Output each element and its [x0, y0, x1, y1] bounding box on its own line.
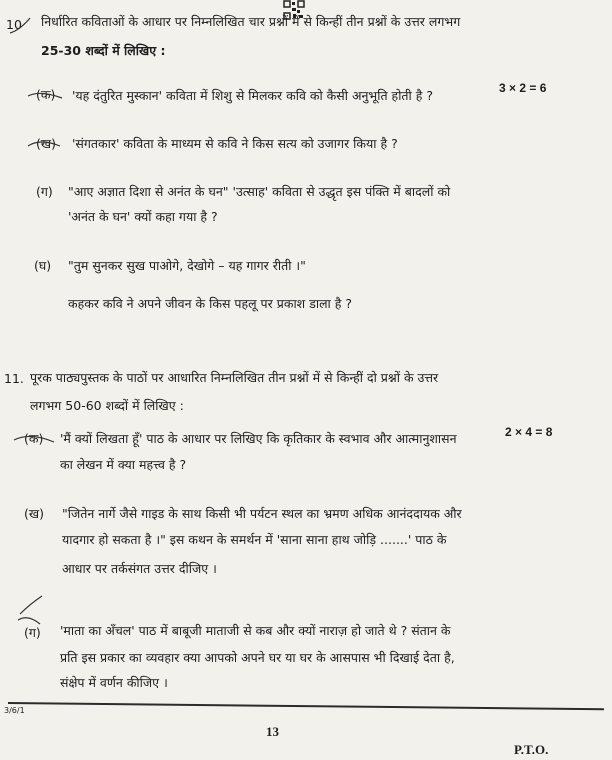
q11-part-ka-text-line2: का लेखन में क्या महत्त्व है ? — [60, 457, 187, 472]
q10-part-gha-label: (घ) — [34, 258, 52, 273]
q11-part-kha-text-line2: यादगार हो सकता है ।" इस कथन के समर्थन में 'साना साना हाथ जोड़ि .......' पाठ के — [62, 532, 447, 547]
paper-code: 3/6/1 — [4, 706, 25, 715]
q10-part-ga-label: (ग) — [36, 184, 53, 199]
q11-instruction-line1: पूरक पाठ्यपुस्तक के पाठों पर आधारित निम्नलिखित तीन प्रश्नों में से किन्हीं दो प्रश्नों के उत्तर — [30, 370, 439, 385]
q10-number: 10 — [6, 17, 22, 32]
q11-number: 11. — [4, 371, 24, 386]
q10-part-gha-text-line2: कहकर कवि ने अपने जीवन के किस पहलू पर प्रकाश डाला है ? — [68, 296, 353, 311]
q11-part-kha-text-line1: "जितेन नार्गे जैसे गाइड के साथ किसी भी पर्यटन स्थल का भ्रमण अधिक आनंददायक और — [62, 506, 462, 521]
q10-part-ka-text: 'यह दंतुरित मुस्कान' कविता में शिशु से मिलकर कवि को कैसी अनुभूति होती है ? — [72, 88, 434, 103]
q11-part-ka-text-line1: 'मैं क्यों लिखता हूँ' पाठ के आधार पर लिखिए कि कृतिकार के स्वभाव और आत्मानुशासन — [60, 431, 457, 446]
q11-part-ga-text-line2: प्रति इस प्रकार का व्यवहार क्या आपको अपने घर या घर के आसपास भी दिखाई देता है, — [60, 650, 455, 665]
q10-instruction-line1: निर्धारित कविताओं के आधार पर निम्नलिखित चार प्रश्नों में से किन्हीं तीन प्रश्नों के उत्तर लगभग — [41, 14, 461, 29]
page-number: 13 — [266, 724, 279, 739]
q10-instruction-line2: 25-30 शब्दों में लिखिए : — [41, 43, 166, 58]
q11-part-kha-label: (ख) — [24, 506, 44, 521]
q10-part-ga-text-line2: 'अनंत के घन' क्यों कहा गया है ? — [68, 209, 218, 224]
pto-label: P.T.O. — [514, 742, 549, 757]
q11-part-ka-label: (क) — [24, 431, 44, 446]
footer-divider — [8, 702, 604, 710]
q10-part-ka-label: (क) — [36, 87, 56, 102]
q10-part-kha-text: 'संगतकार' कविता के माध्यम से कवि ने किस सत्य को उजागर किया है ? — [72, 136, 398, 151]
q10-marks: 3 × 2 = 6 — [499, 81, 547, 95]
q11-part-ga-label: (ग) — [24, 625, 41, 640]
q11-marks: 2 × 4 = 8 — [505, 425, 553, 439]
q11-part-ga-text-line1: 'माता का अँचल' पाठ में बाबूजी माताजी से कब और क्यों नाराज़ हो जाते थे ? संतान के — [60, 623, 451, 638]
q11-part-ga-text-line3: संक्षेप में वर्णन कीजिए । — [60, 675, 168, 690]
q11-part-kha-text-line3: आधार पर तर्कसंगत उत्तर दीजिए । — [62, 561, 217, 576]
q10-part-ga-text-line1: "आए अज्ञात दिशा से अनंत के घन" 'उत्साह' कविता से उद्धृत इस पंक्ति में बादलों को — [68, 184, 451, 199]
q10-part-kha-label: (ख) — [36, 136, 56, 151]
q11-instruction-line2: लगभग 50-60 शब्दों में लिखिए : — [30, 398, 184, 413]
q10-part-gha-text-line1: "तुम सुनकर सुख पाओगे, देखोगे – यह गागर रीती ।" — [68, 258, 306, 273]
